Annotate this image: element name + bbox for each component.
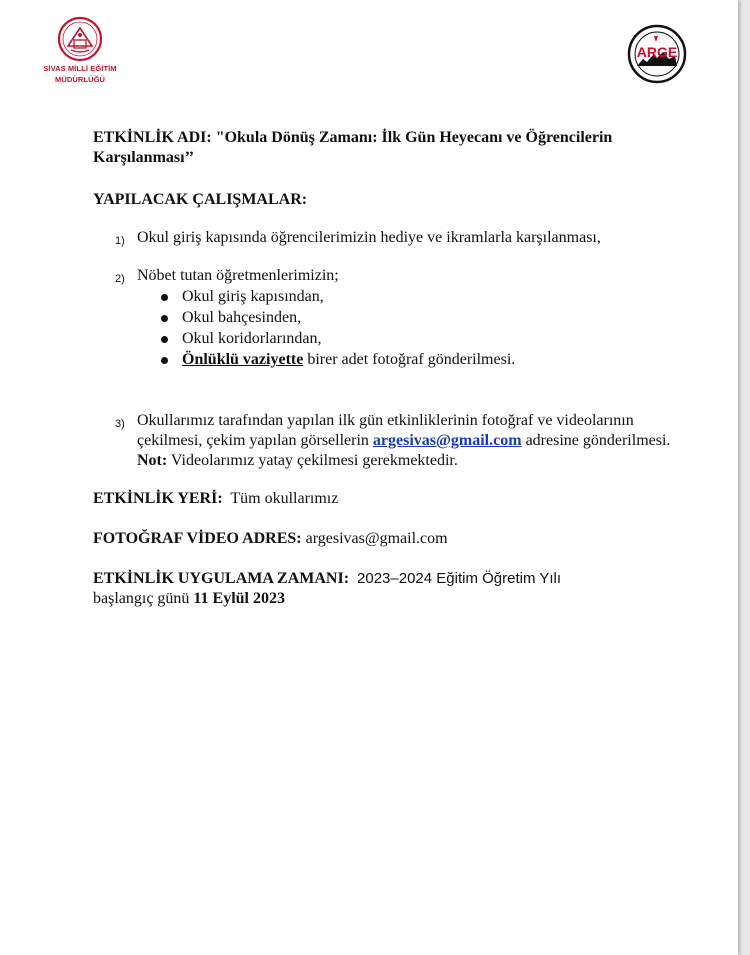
meb-logo-caption-line2: MÜDÜRLÜĞÜ [54, 75, 106, 84]
bullet-text: Okul koridorlarından, [182, 330, 322, 347]
work-item-3 [93, 411, 693, 471]
bullet-text: birer adet fotoğraf gönderilmesi. [303, 351, 516, 368]
event-time-value: 2023–2024 Eğitim Öğretim Yılı [357, 570, 562, 587]
arge-emblem-icon [627, 24, 687, 84]
bullet-dot-icon [161, 294, 168, 301]
document-body [93, 128, 693, 609]
arge-logo-text: ARGE [636, 44, 678, 60]
work-item-2-bullets [137, 287, 693, 371]
bullet-item [137, 308, 693, 329]
work-item-3-note [137, 451, 693, 471]
event-time-label: ETKİNLİK UYGULAMA ZAMANI: [93, 570, 350, 587]
work-item-3-text-after: adresine gönderilmesi. [521, 432, 671, 449]
bullet-emphasis: Önlüklü vaziyette [182, 351, 304, 368]
works-heading: YAPILACAK ÇALIŞMALAR: [93, 191, 308, 208]
event-time-prefix: başlangıç günü [93, 590, 194, 607]
work-item-1 [93, 228, 693, 248]
event-title-label: ETKİNLİK ADI: [93, 129, 212, 146]
event-start-date: 11 Eylül 2023 [193, 590, 285, 607]
work-item-1-text: Okul giriş kapısında öğrencilerimizin hediye ve ikramlarla karşılanması, [137, 229, 601, 246]
bullet-dot-icon [161, 357, 168, 364]
work-item-2 [93, 266, 693, 371]
event-place-label: ETKİNLİK YERİ: [93, 490, 223, 507]
bullet-dot-icon [161, 336, 168, 343]
arge-logo [627, 24, 687, 84]
work-item-2-text: Nöbet tutan öğretmenlerimizin; [137, 267, 339, 284]
meb-logo-caption-line1: SİVAS MİLLİ EĞİTİM [43, 64, 117, 73]
work-item-1-number: 1) [115, 235, 125, 247]
note-label: Not: [137, 452, 168, 469]
event-time [93, 569, 693, 609]
bullet-dot-icon [161, 315, 168, 322]
work-item-3-text-before: Okullarımız tarafından yapılan ilk gün etkinliklerinin fotoğraf ve videolarının çekilmesi, çekim yapılan görsellerin [137, 412, 634, 449]
bullet-item [137, 329, 693, 350]
bullet-text: Okul giriş kapısından, [182, 288, 324, 305]
event-title-text: "Okula Dönüş Zamanı: İlk Gün Heyecanı ve Öğrencilerin Karşılanması’’ [93, 129, 613, 166]
bullet-item [137, 350, 693, 371]
photo-address-label: FOTOĞRAF VİDEO ADRES: [93, 530, 302, 547]
event-place-value: Tüm okullarımız [230, 490, 339, 507]
work-item-3-text [137, 411, 693, 451]
bullet-item [137, 287, 693, 308]
email-link[interactable]: argesivas@gmail.com [372, 432, 522, 449]
work-item-2-number: 2) [115, 273, 125, 285]
photo-address [93, 529, 693, 549]
bullet-text: Okul bahçesinden, [182, 309, 302, 326]
photo-address-value: argesivas@gmail.com [305, 530, 448, 547]
event-time-line1 [93, 569, 693, 589]
meb-emblem-icon [54, 16, 106, 62]
event-title [93, 128, 693, 168]
event-place [93, 489, 693, 509]
note-text: Videolarımız yatay çekilmesi gerekmektedir. [167, 452, 458, 469]
meb-logo [40, 16, 120, 84]
work-item-3-number: 3) [115, 418, 125, 430]
event-time-line2 [93, 589, 693, 609]
